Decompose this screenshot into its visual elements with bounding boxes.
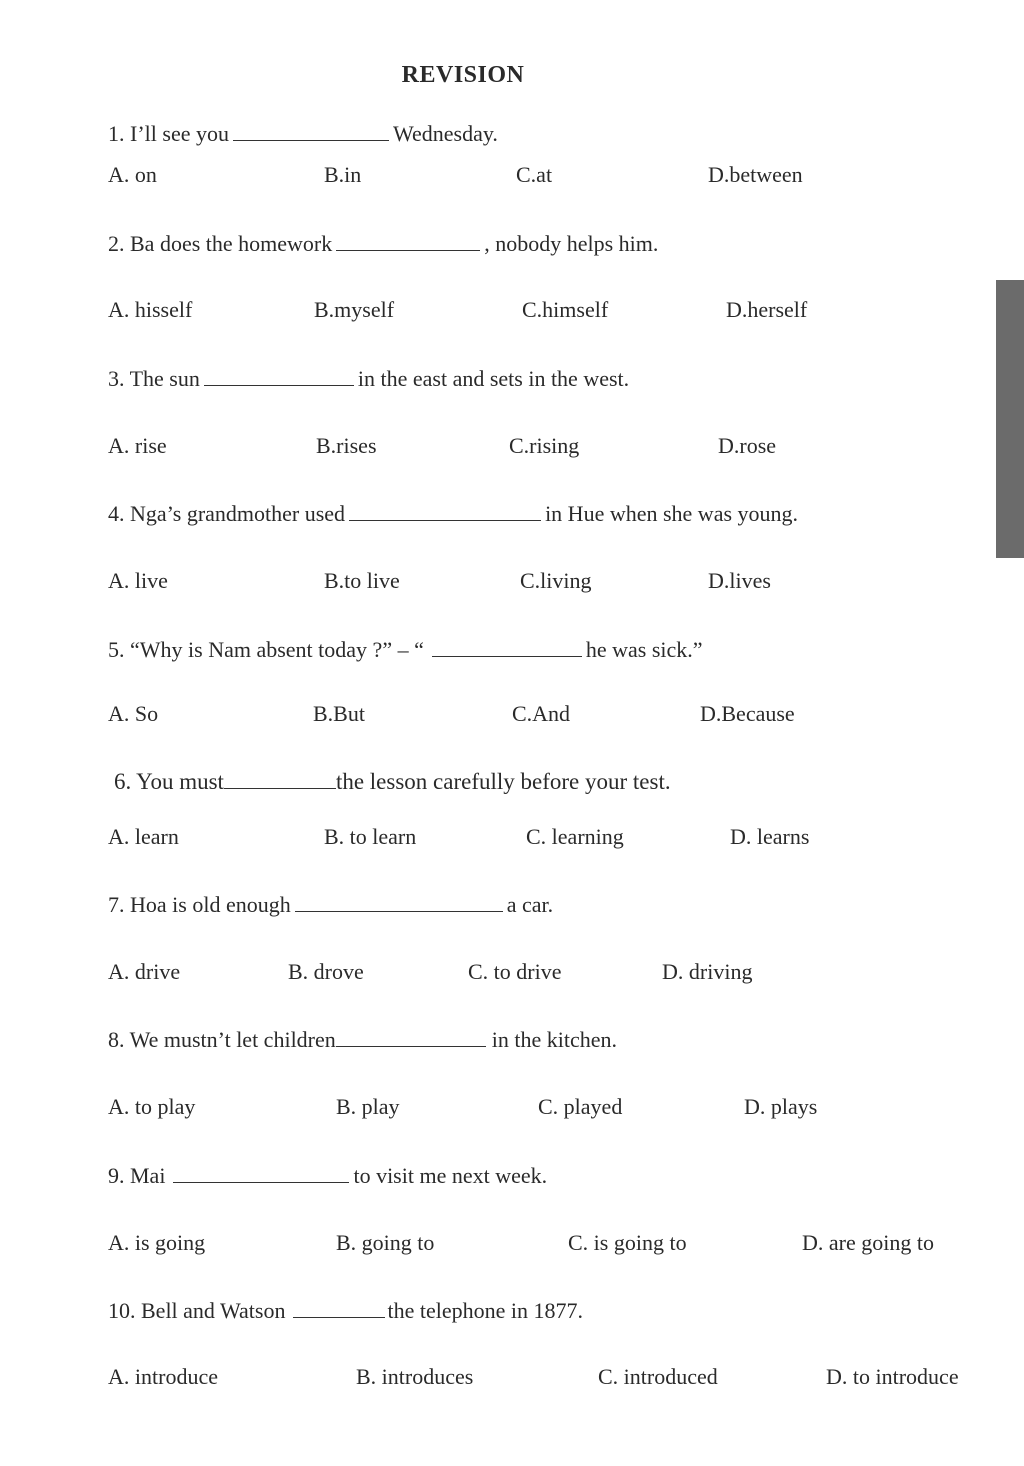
- answer-blank: [224, 770, 336, 789]
- question-text-before: 7. Hoa is old enough: [108, 892, 291, 917]
- option-b: B.in: [324, 162, 362, 187]
- option-b: B.myself: [314, 297, 395, 322]
- answer-blank: [432, 638, 582, 657]
- question-text-after: in Hue when she was young.: [545, 501, 799, 526]
- page-title: REVISION: [401, 62, 525, 88]
- option-d: D.herself: [726, 297, 808, 322]
- question-2: [108, 232, 658, 255]
- option-a: A. on: [108, 162, 157, 187]
- option-b: B. going to: [336, 1230, 435, 1255]
- option-d: D. learns: [730, 824, 810, 849]
- option-d: D. to introduce: [826, 1364, 959, 1389]
- question-text-before: 4. Nga’s grandmother used: [108, 501, 346, 526]
- option-b: B. drove: [288, 959, 364, 984]
- question-10: [108, 1299, 583, 1322]
- option-b: B. play: [336, 1094, 400, 1119]
- question-text-before: 2. Ba does the homework: [108, 231, 333, 256]
- question-text-after: the lesson carefully before your test.: [335, 769, 671, 794]
- question-1: [108, 122, 498, 145]
- question-text-before: 1. I’ll see you: [108, 121, 229, 146]
- answer-blank: [336, 232, 480, 251]
- option-c: C. is going to: [568, 1230, 687, 1255]
- option-d: D.Because: [700, 701, 795, 726]
- question-9: [108, 1164, 547, 1187]
- question-text-after: a car.: [506, 892, 554, 917]
- option-a: A. live: [108, 568, 168, 593]
- option-a: A. drive: [108, 959, 181, 984]
- option-b: B.to live: [324, 568, 400, 593]
- question-text-before: 6. You must: [114, 769, 224, 794]
- question-text-after: Wednesday.: [392, 121, 498, 146]
- option-a: A. introduce: [108, 1364, 218, 1389]
- option-c: C.at: [516, 162, 553, 187]
- question-text-after: in the kitchen.: [491, 1027, 618, 1052]
- question-text-after: he was sick.”: [585, 637, 703, 662]
- option-a: A. So: [108, 701, 159, 726]
- question-text-after: to visit me next week.: [353, 1163, 548, 1188]
- option-d: D. are going to: [802, 1230, 934, 1255]
- option-b: B. to learn: [324, 824, 417, 849]
- option-c: C. learning: [526, 824, 624, 849]
- answer-blank: [233, 122, 389, 141]
- answer-blank: [204, 367, 354, 386]
- scrollbar-thumb[interactable]: [996, 280, 1024, 558]
- option-d: D.rose: [718, 433, 777, 458]
- question-6: [114, 770, 671, 793]
- option-c: C.himself: [522, 297, 609, 322]
- question-4: [108, 502, 798, 525]
- answer-blank: [293, 1299, 385, 1318]
- question-text-before: 9. Mai: [108, 1163, 166, 1188]
- option-c: C. to drive: [468, 959, 562, 984]
- answer-blank: [173, 1164, 349, 1183]
- question-text-before: 10. Bell and Watson: [108, 1298, 286, 1323]
- option-d: D. plays: [744, 1094, 818, 1119]
- answer-blank: [295, 893, 503, 912]
- option-c: C.living: [520, 568, 592, 593]
- option-d: D.lives: [708, 568, 771, 593]
- option-c: C. played: [538, 1094, 623, 1119]
- option-a: A. rise: [108, 433, 167, 458]
- question-5: [108, 638, 703, 661]
- option-c: C.And: [512, 701, 571, 726]
- answer-blank: [336, 1028, 486, 1047]
- option-b: B. introduces: [356, 1364, 474, 1389]
- question-7: [108, 893, 553, 916]
- question-text-before: 3. The sun: [108, 366, 200, 391]
- option-b: B.But: [313, 701, 365, 726]
- question-text-after: the telephone in 1877.: [387, 1298, 583, 1323]
- option-c: C.rising: [509, 433, 580, 458]
- option-d: D. driving: [662, 959, 753, 984]
- question-text-before: 8. We mustn’t let children: [108, 1027, 336, 1052]
- option-b: B.rises: [316, 433, 377, 458]
- question-text-after: in the east and sets in the west.: [357, 366, 630, 391]
- option-c: C. introduced: [598, 1364, 718, 1389]
- question-3: [108, 367, 629, 390]
- option-d: D.between: [708, 162, 803, 187]
- option-a: A. learn: [108, 824, 179, 849]
- answer-blank: [349, 502, 541, 521]
- option-a: A. is going: [108, 1230, 206, 1255]
- question-text-before: 5. “Why is Nam absent today ?” – “: [108, 637, 424, 662]
- question-text-after: , nobody helps him.: [484, 231, 659, 256]
- option-a: A. to play: [108, 1094, 196, 1119]
- question-8: [108, 1028, 617, 1051]
- option-a: A. hisself: [108, 297, 193, 322]
